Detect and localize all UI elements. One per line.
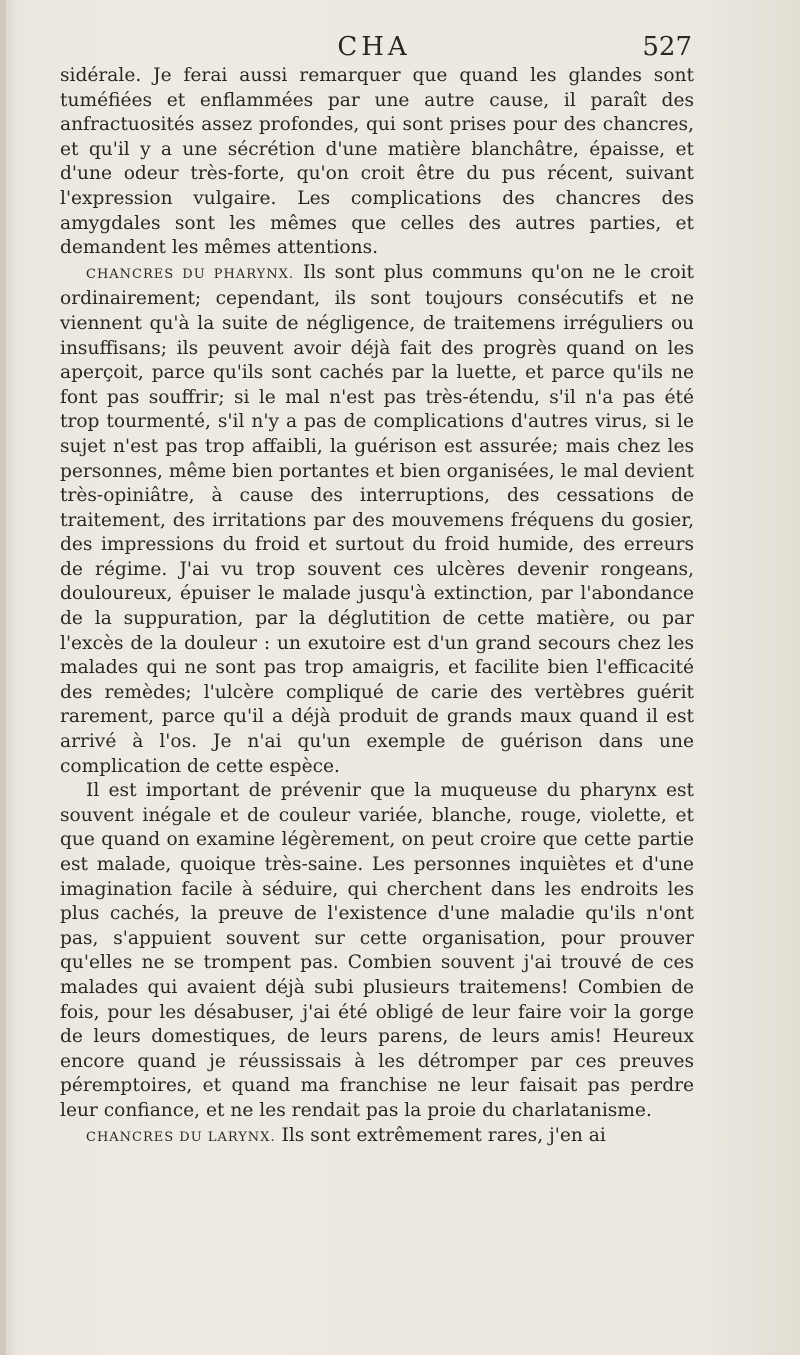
page-number: 527 (642, 32, 692, 62)
paragraph-muqueuse-pharynx (60, 779, 694, 1123)
paragraph-text: sidérale. Je ferai aussi remarquer que quand les glandes sont tuméfiées et enflammées par une autre cause, il paraît des anfractuosités assez profondes, qui sont prises pour des chancres, et qu'il y a une sécrétion d'une matière blanchâtre, épaisse, et d'une odeur très-forte, qu'on croit être du pus récent, suivant l'expression vulgaire. Les complications des chancres des amygdales sont les mêmes que celles des autres parties, et demandent les mêmes attentions. (60, 65, 694, 259)
section-lead-larynx: CHANCRES DU LARYNX. (86, 1129, 276, 1145)
paragraph-text: Ils sont extrêmement rares, j'en ai (275, 1124, 606, 1146)
paragraph-amygdales-end (60, 64, 694, 261)
body-text (60, 64, 694, 1150)
paragraph-text: Il est important de prévenir que la muqueuse du pharynx est souvent inégale et de couleur variée, blanche, rouge, violette, et que quand on examine légèrement, on peut croire que cette partie est malade, quoique très-saine. Les personnes inquiètes et d'une imagination facile à séduire, qui cherchent dans les endroits les plus cachés, la preuve de l'existence d'une maladie qu'ils n'ont pas, s'appuient souvent sur cette organisation, pour prouver qu'elles ne se trompent pas. Combien souvent j'ai trouvé de ces malades qui avaient déjà subi plusieurs traitemens! Combien de fois, pour les désabuser, j'ai été obligé de leur faire voir la gorge de leurs domestiques, de leurs parens, de leurs amis! Heureux encore quand je réussissais à les détromper par ces preuves péremptoires, et quand ma franchise ne leur faisait pas perdre leur confiance, et ne les rendait pas la proie du charlatanisme. (60, 780, 694, 1121)
paragraph-chancres-larynx (60, 1124, 694, 1151)
running-head: CHA (337, 32, 411, 62)
paragraph-text: Ils sont plus communs qu'on ne le croit ordinairement; cependant, ils sont toujours consécutifs et ne viennent qu'à la suite de négligence, de traitemens irréguliers ou insuffisans; ils peuvent avoir déjà fait des progrès quand on les aperçoit, parce qu'ils sont cachés par la luette, et parce qu'ils ne font pas souffrir; si le mal n'est pas très-étendu, s'il n'a pas été trop tourmenté, s'il n'y a pas de complications d'autres virus, si le sujet n'est pas trop affaibli, la guérison est assurée; mais chez les personnes, même bien portantes et bien organisées, le mal devient très-opiniâtre, à cause des interruptions, des cessations de traitement, des irritations par des mouvemens fréquens du gosier, des impressions du froid et surtout du froid humide, des erreurs de régime. J'ai vu trop souvent ces ulcères devenir rongeans, douloureux, épuiser le malade jusqu'à extinction, par l'abondance de la suppuration, par la déglutition de cette matière, ou par l'excès de la douleur : un exutoire est d'un grand secours chez les malades qui ne sont pas trop amaigris, et facilite bien l'efficacité des remèdes; l'ulcère compliqué de carie des vertèbres guérit rarement, parce qu'il a déjà produit de grands maux quand il est arrivé à l'os. Je n'ai qu'un exemple de guérison dans une complication de cette espèce. (60, 261, 694, 777)
section-lead-pharynx: CHANCRES DU PHARYNX. (86, 266, 295, 282)
paragraph-chancres-pharynx (60, 261, 694, 779)
page-gutter-shadow (0, 0, 6, 1355)
